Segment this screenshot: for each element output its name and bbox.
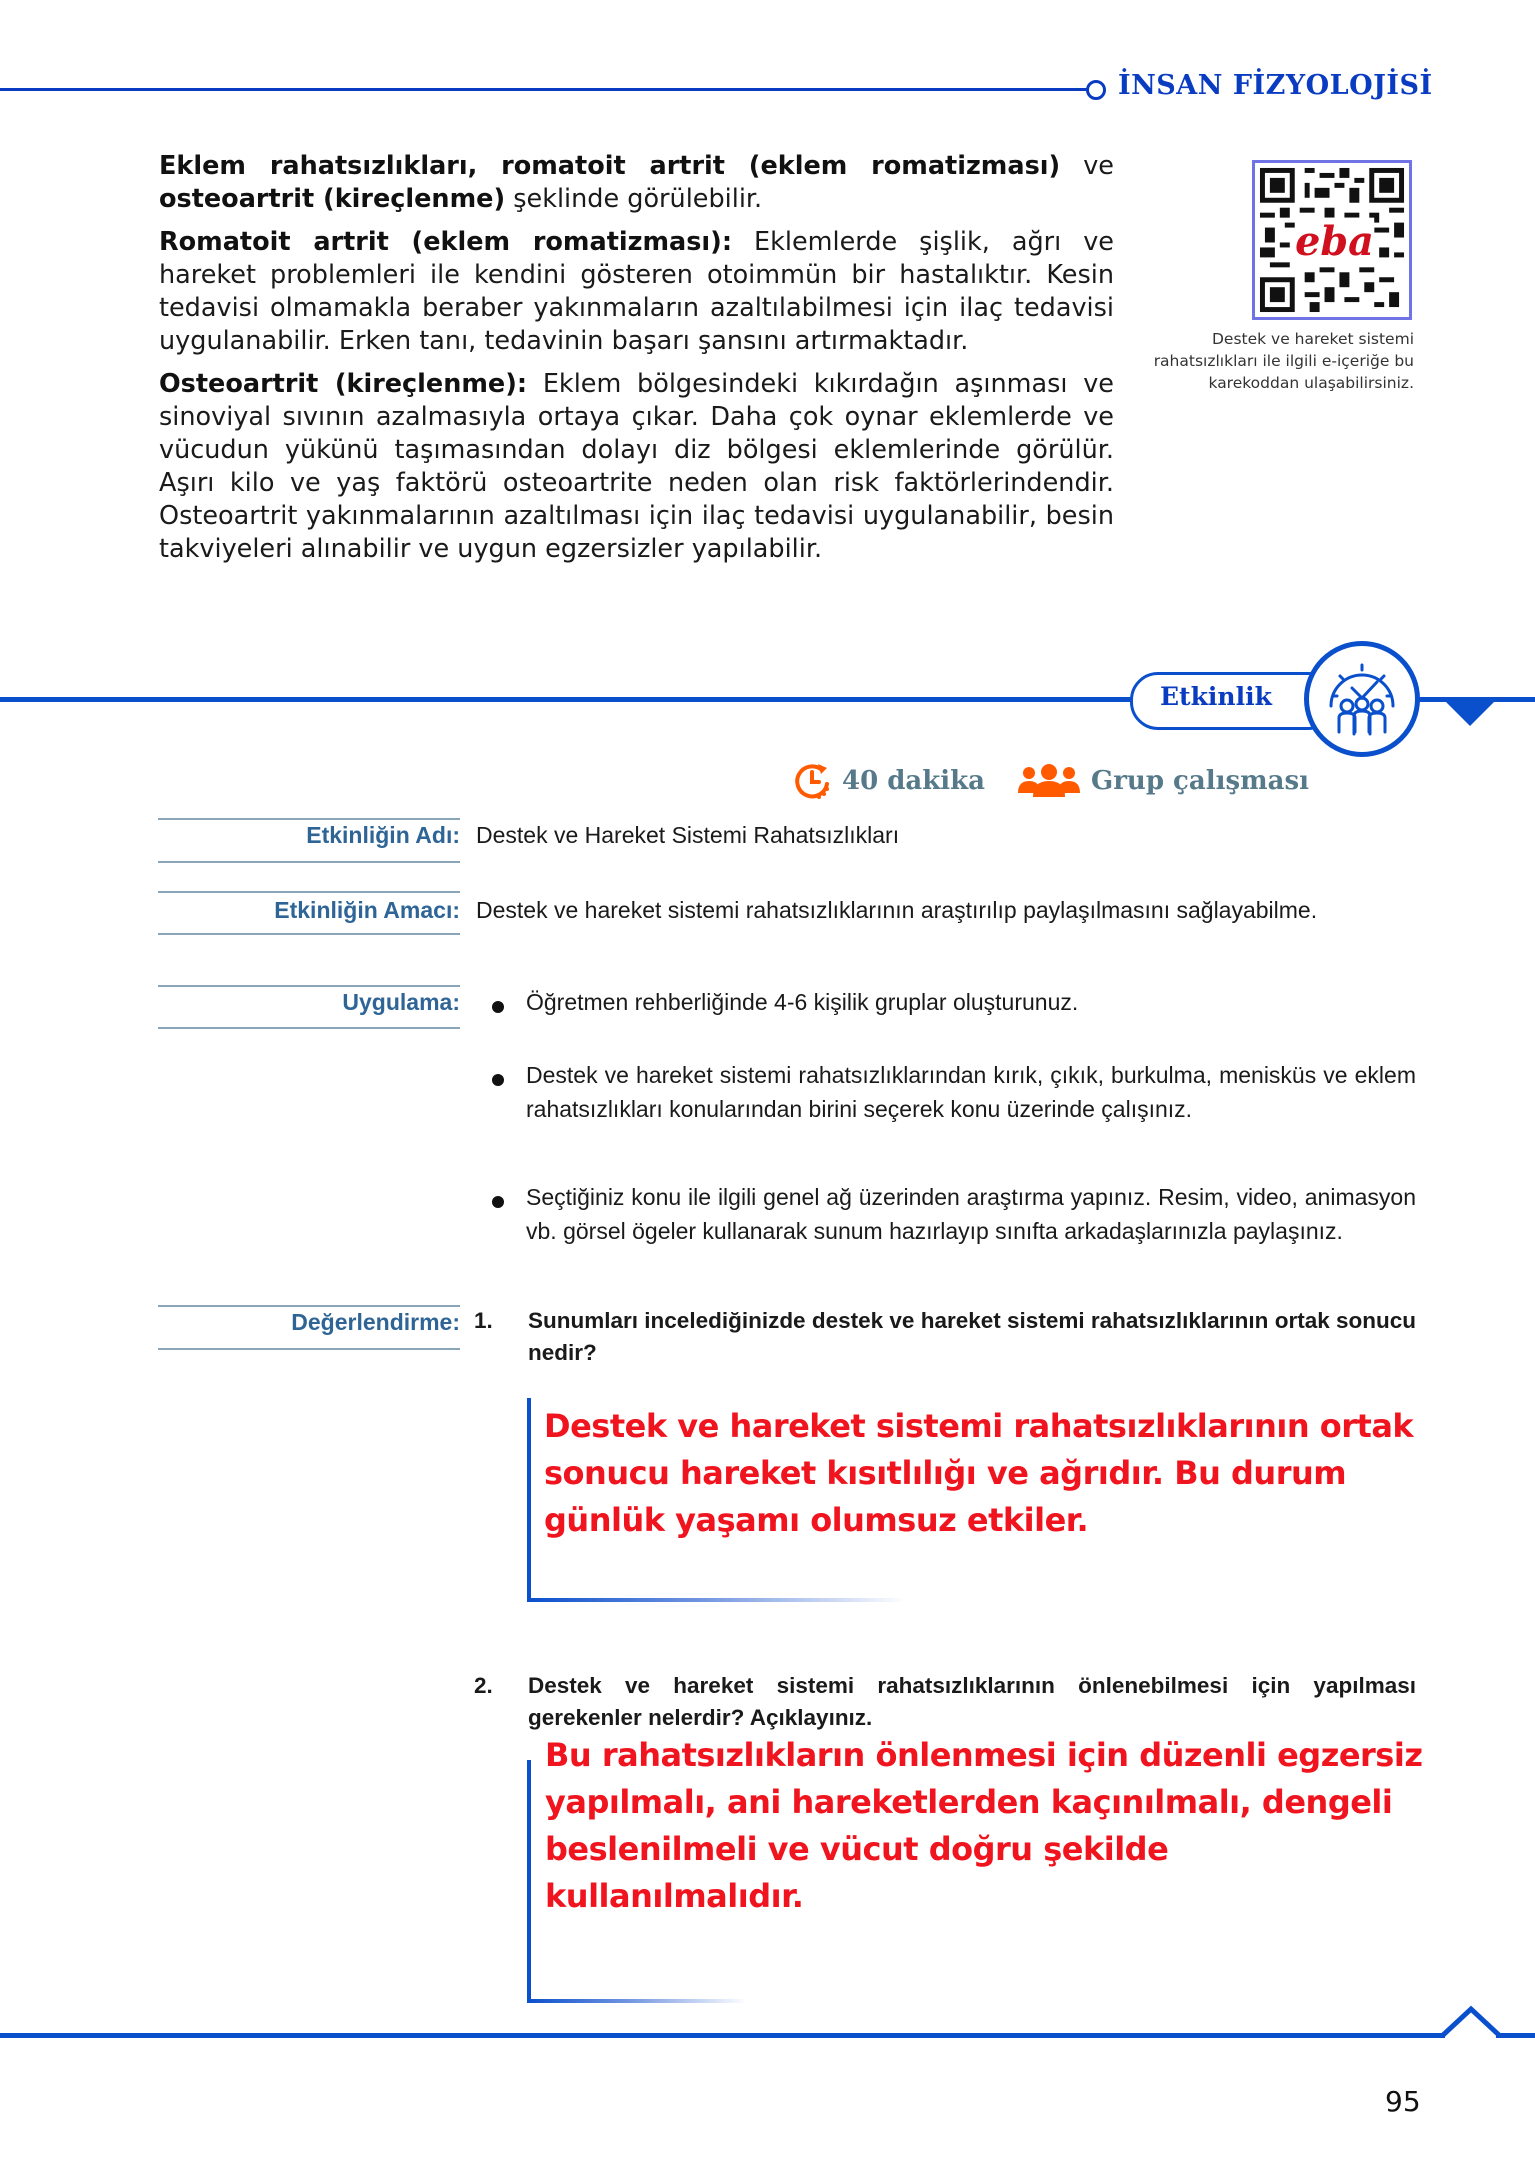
application-item: Seçtiğiniz konu ile ilgili genel ağ üzerinden araştırma yapınız. Resim, video, animasyon vb. görsel ögeler kullanarak sunum hazırlayıp sınıfta arkadaşlarınızla paylaşınız.	[492, 1180, 1416, 1248]
mode-text: Grup çalışması	[1091, 766, 1309, 796]
application-item: Öğretmen rehberliğinde 4-6 kişilik gruplar oluşturunuz.	[492, 985, 1416, 1019]
label-rule	[158, 891, 460, 893]
qr-pattern-icon	[1255, 163, 1409, 317]
bullet-icon	[492, 1001, 504, 1013]
footer-rule	[0, 2033, 1445, 2038]
group-icon	[1017, 763, 1081, 799]
label-rule	[158, 818, 460, 820]
question-2	[474, 1670, 1416, 1734]
bullet-icon	[492, 1074, 504, 1086]
intro-paragraph-1: Eklem rahatsızlıkları, romatoit artrit (eklem romatizması) ve osteoartrit (kireçlenme) şeklinde görülebilir.	[159, 151, 1114, 214]
label-rule	[158, 861, 460, 863]
duration-text: 40 dakika	[842, 766, 986, 796]
footer-peak-icon	[1440, 2005, 1502, 2041]
activity-band-circle	[1304, 641, 1420, 757]
question-1	[474, 1305, 1416, 1369]
intro-paragraph-3: Osteoartrit (kireçlenme): Eklem bölgesindeki kıkırdağın aşınması ve sinoviyal sıvının azalmasıyla ortaya çıkar. Daha çok oynar eklemlerde ve vücudun yükünü taşımasından dolayı diz bölgesi eklemlerinde görülür. Aşırı kilo ve yaş faktörü osteoartrite neden olan risk faktörlerindendir. Osteoartrit yakınmalarının azaltılması için ilaç tedavisi uygulanabilir, besin takviyeleri alınabilir ve uygun egzersizler yapılabilir.	[159, 369, 1114, 564]
question-number: 2.	[474, 1673, 493, 1698]
qr-caption: Destek ve hareket sistemi rahatsızlıkları ile ilgili e-içeriğe bu karekoddan ulaşabilirsiniz.	[1153, 330, 1414, 392]
evaluation-label: Değerlendirme:	[291, 1309, 460, 1335]
header-circle-marker	[1086, 80, 1106, 100]
answer-1-text[interactable]: Destek ve hareket sistemi rahatsızlıklarının ortak sonucu hareket kısıtlılığı ve ağrıdır. Bu durum günlük yaşamı olumsuz etkiler.	[544, 1407, 1414, 1539]
application-label: Uygulama:	[342, 989, 460, 1015]
activity-name-label: Etkinliğin Adı:	[306, 822, 460, 848]
header-rule	[0, 88, 1088, 91]
activity-meta	[794, 762, 1309, 800]
activity-aim-label: Etkinliğin Amacı:	[274, 897, 460, 923]
clock-group-icon	[1309, 646, 1415, 752]
activity-aim-value: Destek ve hareket sistemi rahatsızlıklarının araştırılıp paylaşılmasını sağlayabilme.	[476, 897, 1318, 923]
application-item: Destek ve hareket sistemi rahatsızlıklarından kırık, çıkık, burkulma, menisküs ve eklem rahatsızlıkları konularından birini seçerek konu üzerinde çalışınız.	[492, 1058, 1416, 1126]
answer-1-frame-bottom	[527, 1598, 907, 1602]
answer-2-frame-bottom	[527, 1999, 747, 2003]
intro-paragraph-2: Romatoit artrit (eklem romatizması): Eklemlerde şişlik, ağrı ve hareket problemleri ile kendini gösteren otoimmün bir hastalıktır. Kesin tedavisi olmamakla beraber yakınmaların azaltılabilmesi için ilaç tedavisi uygulanabilir. Erken tanı, tedavinin başarı şansını artırmaktadır.	[159, 227, 1114, 356]
label-rule	[158, 1348, 460, 1350]
label-rule	[158, 985, 460, 987]
section-title: İNSAN FİZYOLOJİSİ	[1118, 70, 1433, 101]
question-text: Destek ve hareket sistemi rahatsızlıklarının önlenebilmesi için yapılması gerekenler nelerdir? Açıklayınız.	[528, 1673, 1416, 1730]
label-rule	[158, 1027, 460, 1029]
intro-text	[159, 150, 1114, 576]
activity-band-triangle	[1446, 702, 1494, 726]
label-rule	[158, 1305, 460, 1307]
question-text: Sunumları incelediğinizde destek ve hareket sistemi rahatsızlıklarının ortak sonucu nedir?	[528, 1308, 1416, 1365]
qr-code[interactable]	[1252, 160, 1412, 320]
svg-text:eba: eba	[1295, 218, 1374, 265]
answer-1-frame-left	[527, 1398, 531, 1601]
activity-band-label: Etkinlik	[1160, 682, 1272, 711]
page-number: 95	[1385, 2085, 1421, 2118]
answer-2-frame-left	[527, 1760, 531, 2002]
bullet-icon	[492, 1196, 504, 1208]
timer-icon	[794, 762, 832, 800]
label-rule	[158, 933, 460, 935]
activity-name-value: Destek ve Hareket Sistemi Rahatsızlıkları	[476, 822, 900, 848]
question-number: 1.	[474, 1308, 493, 1333]
answer-2-text[interactable]: Bu rahatsızlıkların önlenmesi için düzenli egzersiz yapılmalı, ani hareketlerden kaçınılmalı, dengeli beslenilmeli ve vücut doğru şekilde kullanılmalıdır.	[545, 1736, 1423, 1915]
footer-rule-end	[1496, 2033, 1535, 2038]
